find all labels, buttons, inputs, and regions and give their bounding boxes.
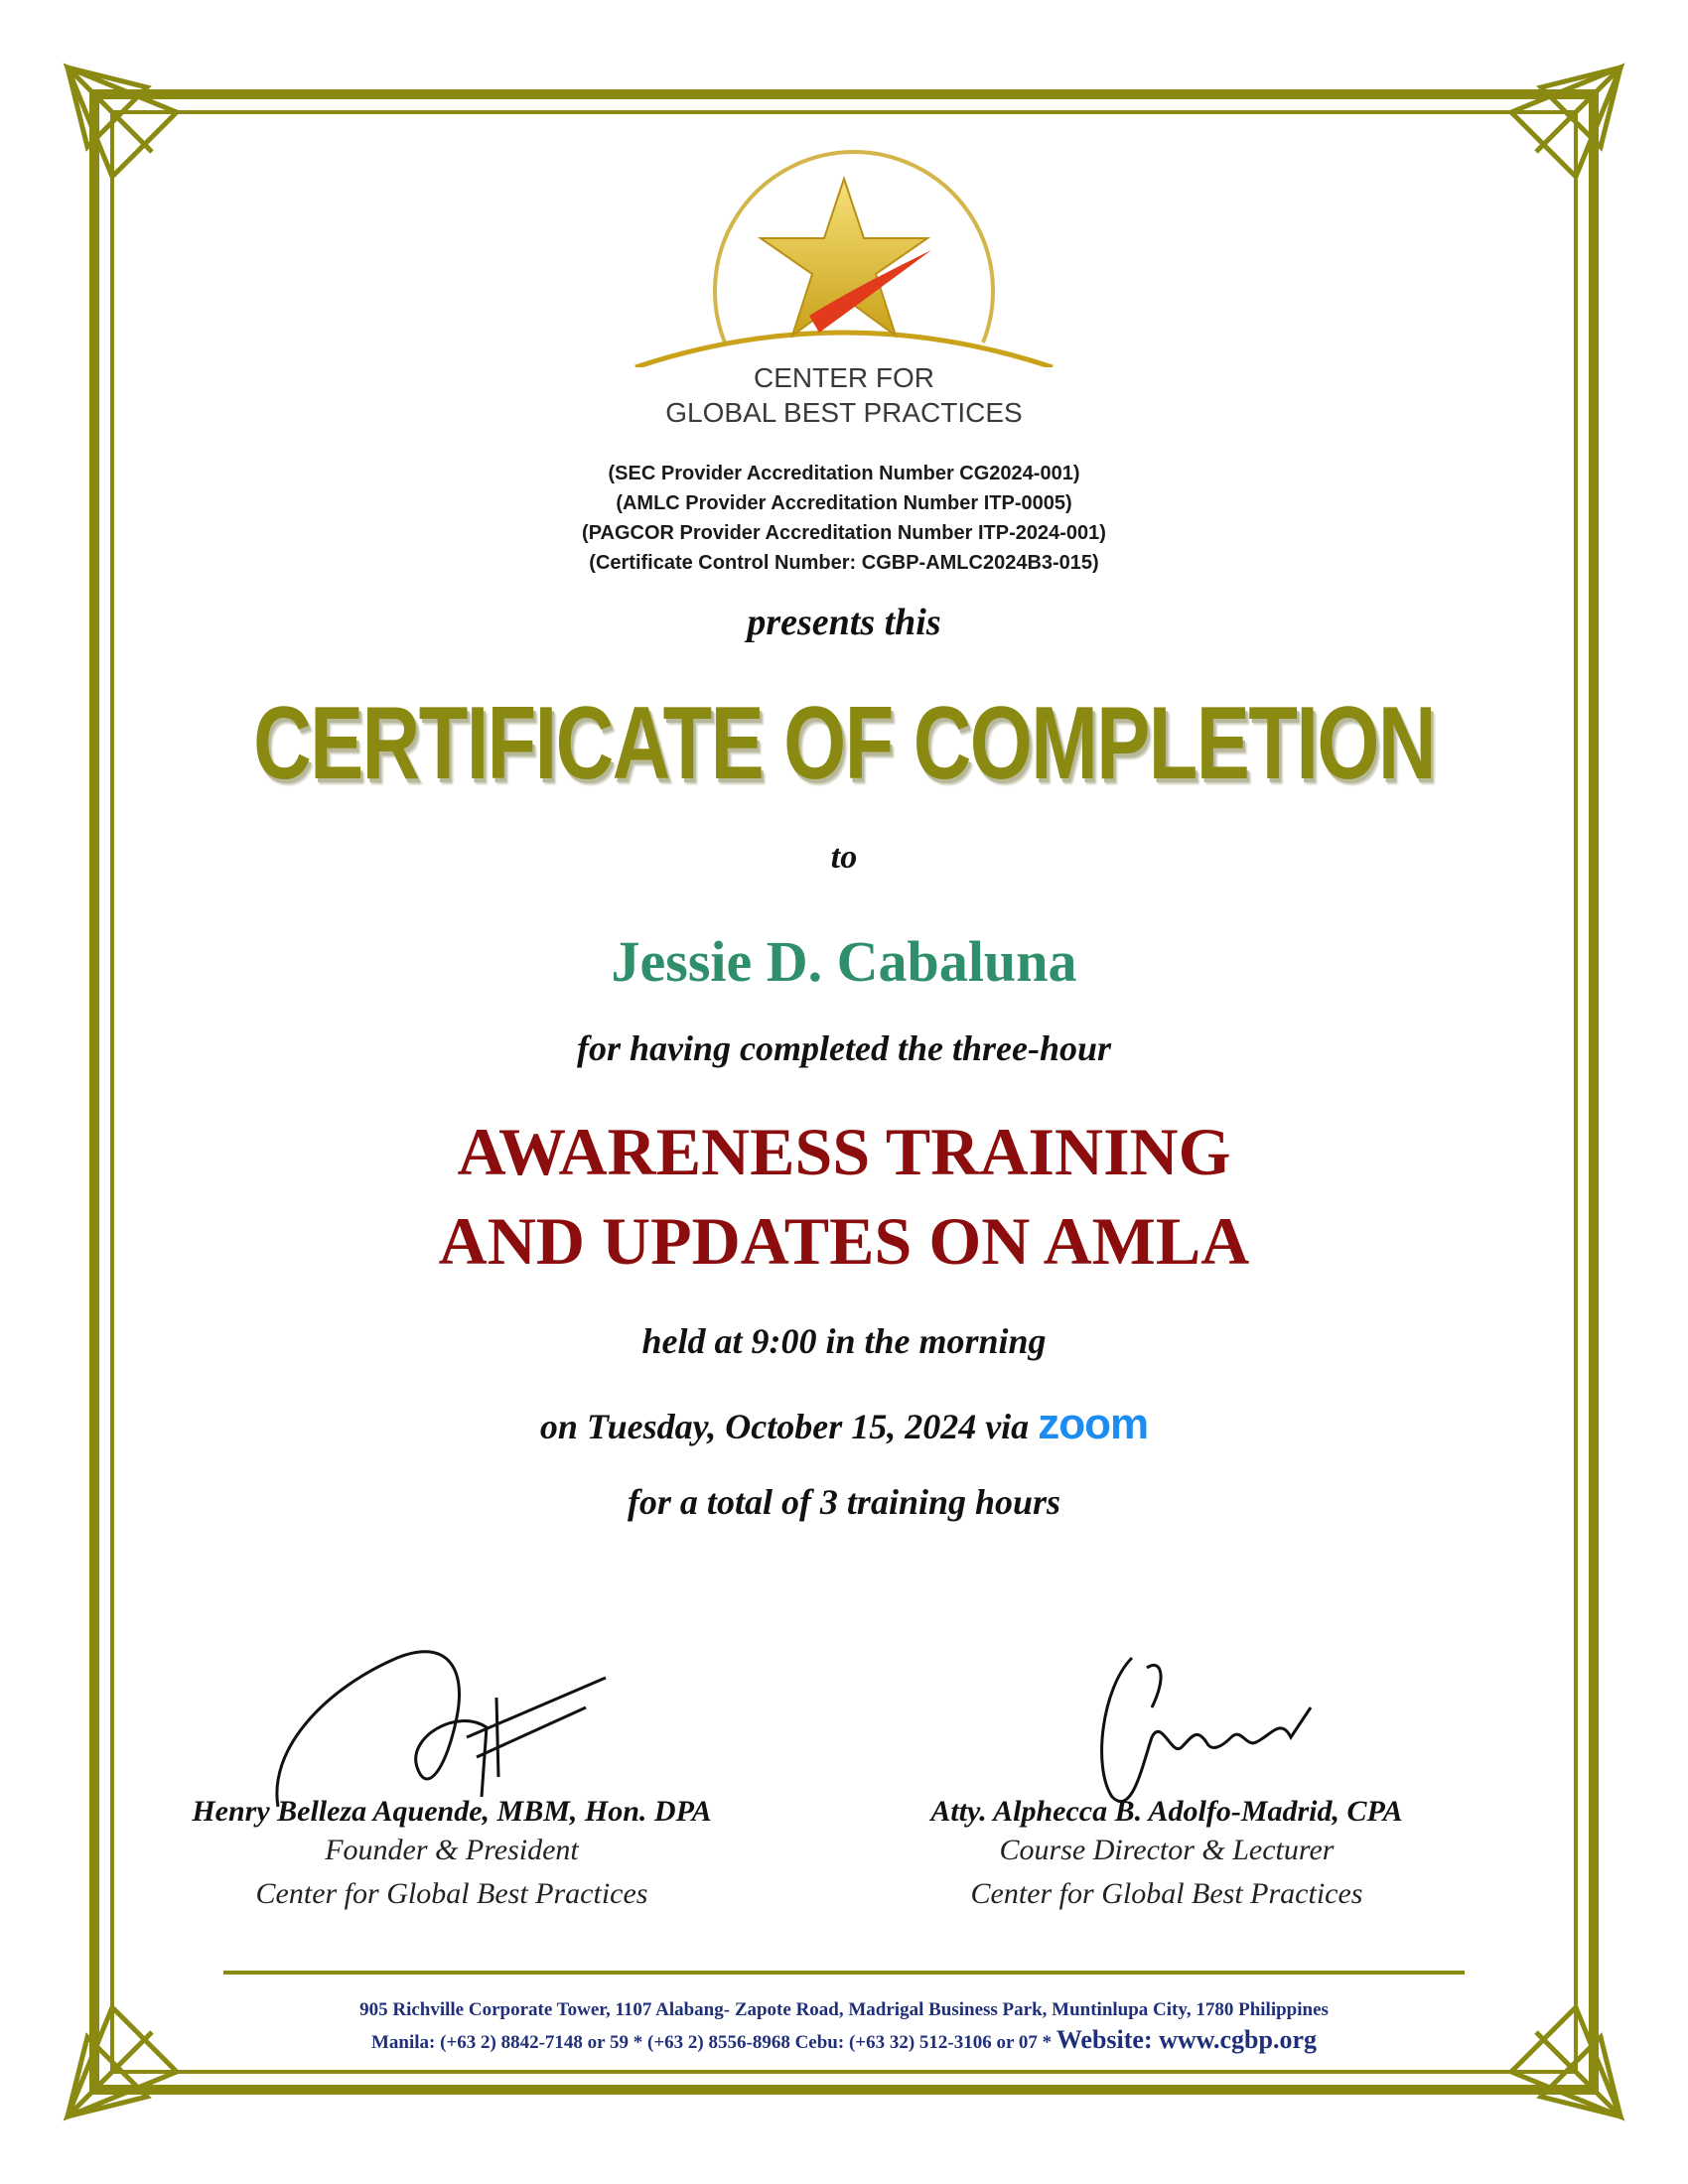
organization-logo: [616, 139, 1072, 437]
footer-divider: [223, 1971, 1465, 1975]
signatory-organization: Center for Global Best Practices: [970, 1877, 1363, 1910]
accreditation-list: [0, 459, 1688, 578]
course-title-line2: AND UPDATES ON AMLA: [438, 1203, 1250, 1279]
signatory-left: [94, 1795, 809, 1916]
accreditation-sec: (SEC Provider Accreditation Number CG2024-001): [608, 463, 1080, 484]
certificate-title: CERTIFICATE OF COMPLETION: [253, 686, 1435, 801]
footer: [0, 1995, 1688, 2058]
footer-website-link[interactable]: Website: www.cgbp.org: [1055, 2025, 1318, 2054]
footer-address: 905 Richville Corporate Tower, 1107 Alabang- Zapote Road, Madrigal Business Park, Muntinlupa City, 1780 Philippines: [359, 1999, 1329, 2020]
accreditation-pagcor: (PAGCOR Provider Accreditation Number ITP-2024-001): [582, 522, 1106, 544]
recipient-name: Jessie D. Cabaluna: [611, 929, 1077, 994]
signatory-name: Atty. Alphecca B. Adolfo-Madrid, CPA: [930, 1795, 1403, 1828]
certificate-control-number: (Certificate Control Number: CGBP-AMLC2024B3-015): [589, 552, 1099, 574]
signatory-organization: Center for Global Best Practices: [255, 1877, 648, 1910]
presents-text: presents this: [747, 602, 941, 643]
date-text: on Tuesday, October 15, 2024 via: [539, 1407, 1030, 1446]
accreditation-amlc: (AMLC Provider Accreditation Number ITP-0005): [616, 492, 1072, 514]
date-line: [0, 1400, 1688, 1449]
signatory-right: [809, 1795, 1524, 1916]
logo-text-line2: GLOBAL BEST PRACTICES: [665, 397, 1023, 428]
footer-contacts-line: [0, 2025, 1688, 2058]
held-text: held at 9:00 in the morning: [641, 1321, 1047, 1361]
completion-text: for having completed the three-hour: [577, 1028, 1111, 1068]
signatory-title: Founder & President: [325, 1834, 579, 1866]
star-logo-icon: [616, 139, 1072, 367]
hours-text: for a total of 3 training hours: [627, 1482, 1061, 1522]
course-title-line1: AWARENESS TRAINING: [457, 1114, 1231, 1189]
course-title: [0, 1107, 1688, 1286]
signatory-name: Henry Belleza Aquende, MBM, Hon. DPA: [192, 1795, 712, 1828]
to-text: to: [830, 839, 858, 876]
zoom-logo: zoom: [1038, 1400, 1149, 1448]
footer-contacts: Manila: (+63 2) 8842-7148 or 59 * (+63 2) 8556-8968 Cebu: (+63 32) 512-3106 or 07 *: [370, 2032, 1053, 2053]
logo-text-line1: CENTER FOR: [754, 362, 934, 393]
signatory-title: Course Director & Lecturer: [999, 1834, 1335, 1866]
